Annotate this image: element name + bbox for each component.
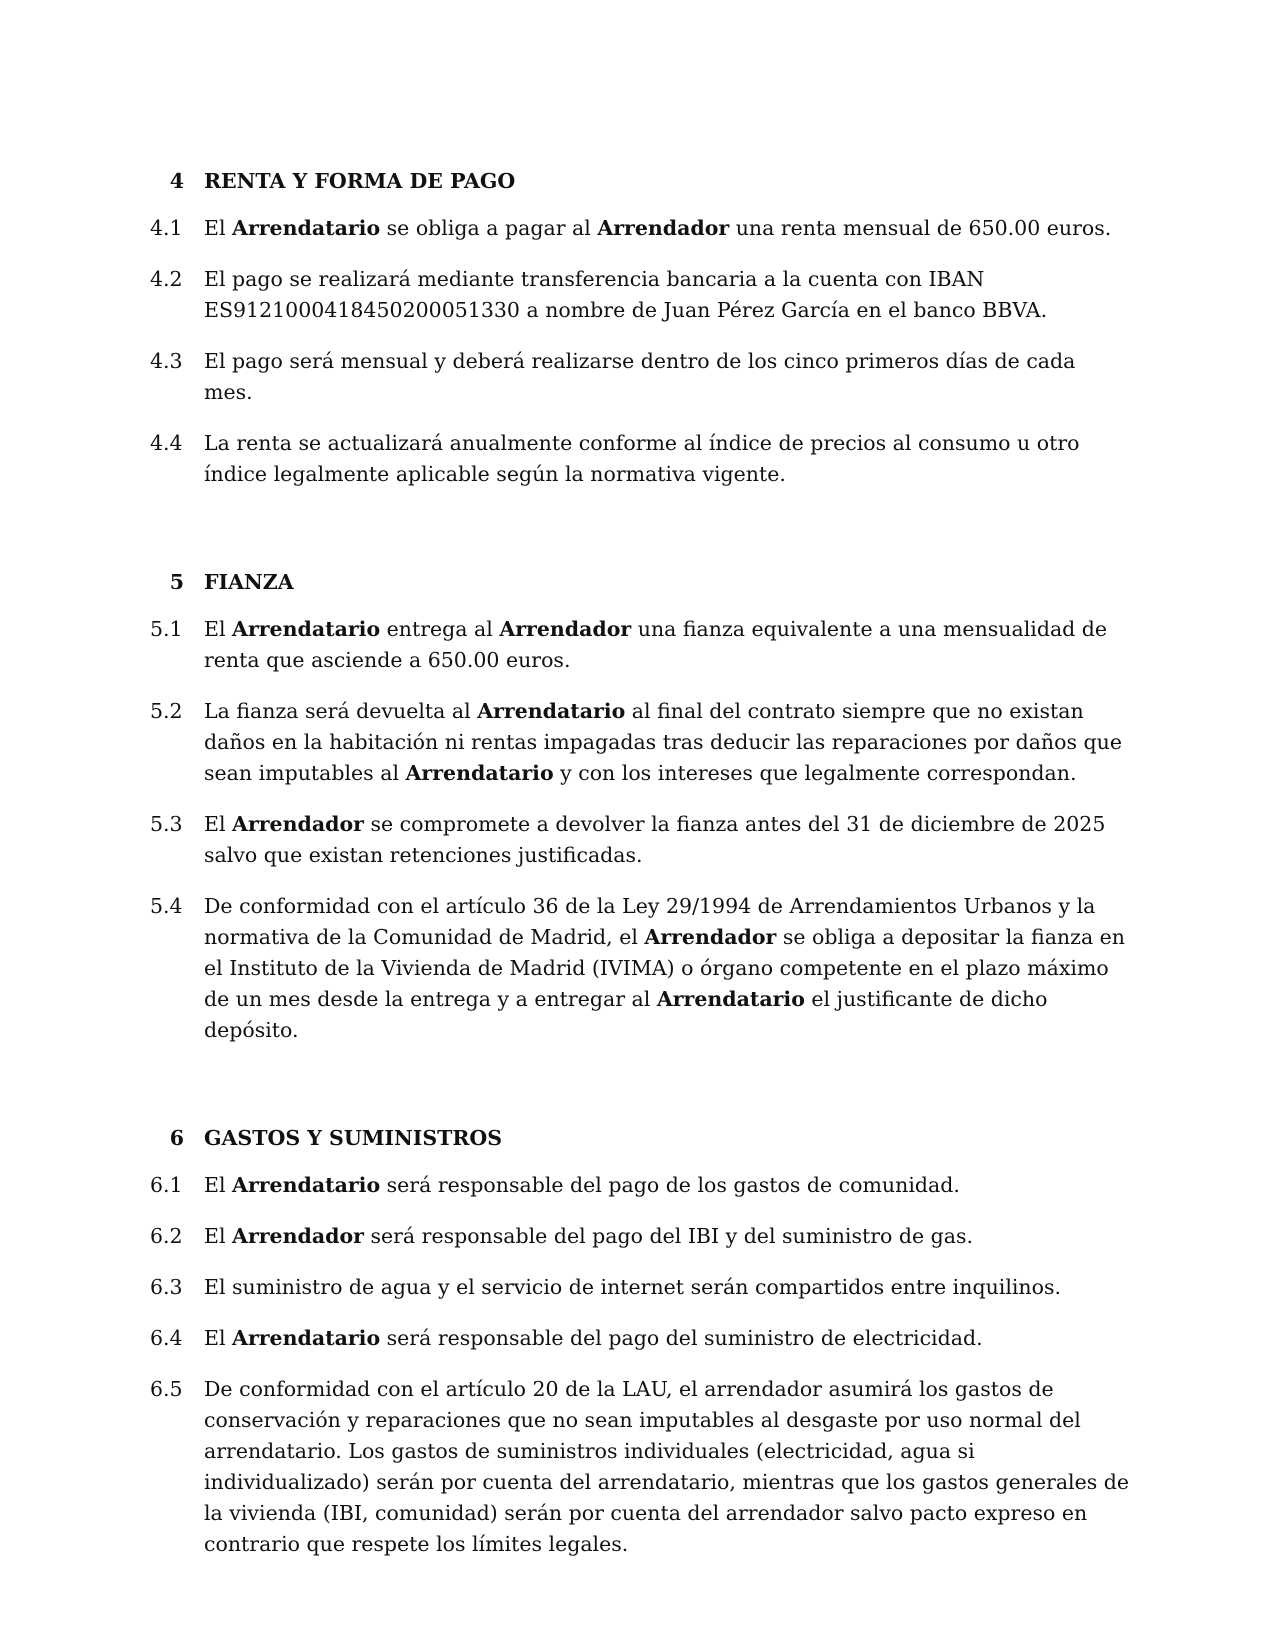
clause-number: 6.5	[150, 1377, 183, 1401]
clause-text	[204, 428, 1130, 490]
clause-number: 6.1	[150, 1173, 183, 1197]
clause-text-segment: El	[204, 617, 233, 641]
clause-number: 5.1	[150, 617, 183, 641]
section-number: 4	[169, 169, 184, 193]
clause-text-segment: El pago se realizará mediante transferencia bancaria a la cuenta con IBAN ES9121000418450200051330 a nombre de Juan Pérez García en el banco BBVA.	[204, 267, 1048, 322]
section-number: 6	[169, 1126, 184, 1150]
party-term: Arrendatario	[232, 617, 381, 641]
section-renta	[150, 165, 1130, 490]
section-heading	[150, 566, 1130, 598]
party-term: Arrendador	[597, 216, 730, 240]
section-number: 5	[169, 570, 184, 594]
clause-4-2	[150, 264, 1130, 326]
clause-text	[204, 891, 1130, 1046]
party-term: Arrendador	[232, 1224, 364, 1248]
section-heading	[150, 1122, 1130, 1154]
clause-number: 5.3	[150, 812, 183, 836]
party-term: Arrendatario	[405, 761, 554, 785]
clause-text-segment: El suministro de agua y el servicio de internet serán compartidos entre inquilinos.	[204, 1275, 1062, 1299]
party-term: Arrendador	[499, 617, 632, 641]
clause-text-segment: El	[204, 216, 233, 240]
party-term: Arrendatario	[232, 1326, 381, 1350]
clause-number: 6.2	[150, 1224, 183, 1248]
clause-4-4	[150, 428, 1130, 490]
party-term: Arrendatario	[232, 1173, 381, 1197]
clause-text-segment: se compromete a devolver la fianza antes del 31 de diciembre de 2025 salvo que existan retenciones justificadas.	[204, 812, 1106, 867]
party-term: Arrendatario	[232, 216, 381, 240]
clause-number: 6.4	[150, 1326, 183, 1350]
clause-text-segment: El	[204, 1224, 233, 1248]
clause-number: 4.4	[150, 431, 183, 455]
clause-text	[204, 213, 1130, 244]
clause-text-segment: El pago será mensual y deberá realizarse dentro de los cinco primeros días de cada mes.	[204, 349, 1076, 404]
clause-text	[204, 809, 1130, 871]
clause-number: 4.2	[150, 267, 183, 291]
party-term: Arrendador	[232, 812, 364, 836]
clause-text-segment: El	[204, 1326, 233, 1350]
clause-text-segment: al final del contrato siempre que no existan daños en la habitación ni rentas impagadas tras deducir las reparaciones por daños que sean imputables al	[204, 699, 1122, 785]
clause-text-segment: será responsable del pago de los gastos de comunidad.	[380, 1173, 960, 1197]
clause-text-segment: La fianza será devuelta al	[204, 699, 478, 723]
clause-text-segment: será responsable del pago del IBI y del suministro de gas.	[363, 1224, 974, 1248]
clause-4-1	[150, 213, 1130, 244]
clause-text	[204, 1374, 1130, 1560]
clause-text	[204, 1170, 1130, 1201]
clause-4-3	[150, 346, 1130, 408]
clause-text	[204, 346, 1130, 408]
clause-number: 4.1	[150, 216, 183, 240]
clause-text-segment: De conformidad con el artículo 36 de la Ley 29/1994 de Arrendamientos Urbanos y la normativa de la Comunidad de Madrid, el	[204, 894, 1096, 949]
clause-text	[204, 264, 1130, 326]
clause-text	[204, 696, 1130, 789]
clause-text-segment: De conformidad con el artículo 20 de la LAU, el arrendador asumirá los gastos de conservación y reparaciones que no sean imputables al desgaste por uso normal del arrendatario. Los gastos de suministros individuales (electricidad, agua si individualizado) serán por cuenta del arrendatario, mientras que los gastos generales de la vivienda (IBI, comunidad) serán por cuenta del arrendador salvo pacto expreso en contrario que respete los límites legales.	[204, 1377, 1130, 1556]
section-gastos	[150, 1122, 1130, 1560]
party-term: Arrendatario	[477, 699, 626, 723]
clause-text-segment: una fianza equivalente a una mensualidad de renta que asciende a 650.00 euros.	[204, 617, 1108, 672]
clause-text-segment: será responsable del pago del suministro de electricidad.	[380, 1326, 983, 1350]
section-title: RENTA Y FORMA DE PAGO	[204, 169, 516, 193]
clause-number: 5.2	[150, 699, 183, 723]
clause-6-3	[150, 1272, 1130, 1303]
clause-text	[204, 614, 1130, 676]
clause-number: 6.3	[150, 1275, 183, 1299]
clause-number: 4.3	[150, 349, 183, 373]
clause-text-segment: el justificante de dicho depósito.	[204, 987, 1048, 1042]
party-term: Arrendador	[644, 925, 777, 949]
clause-text-segment: una renta mensual de 650.00 euros.	[729, 216, 1112, 240]
clause-5-4	[150, 891, 1130, 1046]
clause-5-2	[150, 696, 1130, 789]
clause-5-1	[150, 614, 1130, 676]
clause-text-segment: El	[204, 812, 233, 836]
clause-text-segment: entrega al	[380, 617, 500, 641]
clause-5-3	[150, 809, 1130, 871]
clause-text	[204, 1221, 1130, 1252]
clause-number: 5.4	[150, 894, 183, 918]
clause-text-segment: se obliga a pagar al	[380, 216, 598, 240]
clause-text-segment: y con los intereses que legalmente correspondan.	[553, 761, 1077, 785]
clause-6-4	[150, 1323, 1130, 1354]
clause-6-1	[150, 1170, 1130, 1201]
clause-6-5	[150, 1374, 1130, 1560]
clause-text-segment: La renta se actualizará anualmente conforme al índice de precios al consumo u otro índice legalmente aplicable según la normativa vigente.	[204, 431, 1080, 486]
clause-text	[204, 1272, 1130, 1303]
clause-text	[204, 1323, 1130, 1354]
clause-text-segment: El	[204, 1173, 233, 1197]
section-fianza	[150, 566, 1130, 1046]
clause-text-segment: se obliga a depositar la fianza en el Instituto de la Vivienda de Madrid (IVIMA) o órgano competente en el plazo máximo de un mes desde la entrega y a entregar al	[204, 925, 1126, 1011]
section-heading	[150, 165, 1130, 197]
section-title: FIANZA	[204, 570, 294, 594]
clause-6-2	[150, 1221, 1130, 1252]
section-title: GASTOS Y SUMINISTROS	[204, 1126, 503, 1150]
party-term: Arrendatario	[656, 987, 805, 1011]
